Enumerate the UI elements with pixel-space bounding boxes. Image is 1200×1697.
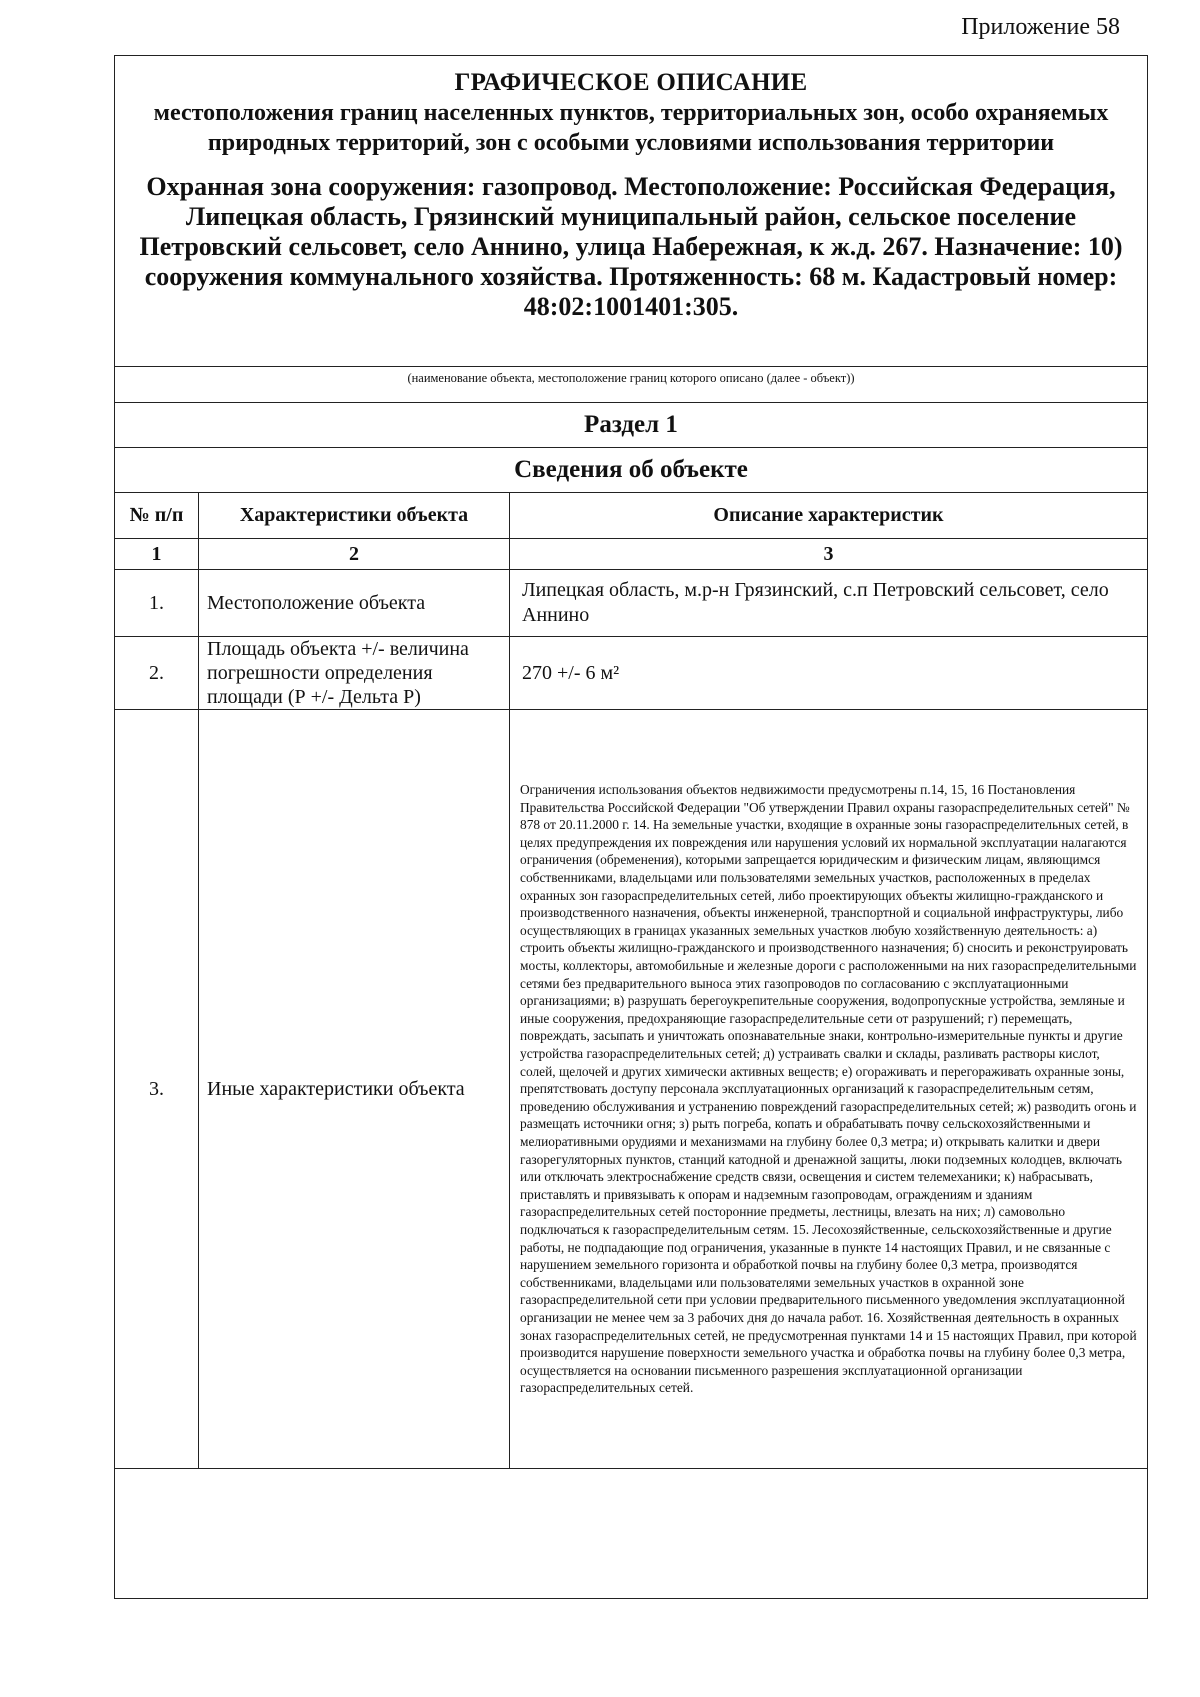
- object-caption: (наименование объекта, местоположение границ которого описано (далее - объект)): [115, 366, 1147, 397]
- section-subtitle-row: [115, 448, 1148, 493]
- object-info-table: [114, 402, 1148, 1469]
- section-title: Раздел 1: [115, 403, 1148, 448]
- table-row: [115, 637, 1148, 710]
- index-cell: 2: [199, 539, 510, 570]
- section-title-row: [115, 403, 1148, 448]
- row-characteristic: Площадь объекта +/- величина погрешности определения площади (Р +/- Дельта Р): [199, 637, 510, 710]
- row-description: Липецкая область, м.р-н Грязинский, с.п Петровский сельсовет, село Аннино: [510, 570, 1148, 637]
- row-number: 2.: [115, 637, 199, 710]
- table-row: [115, 570, 1148, 637]
- row-number: 1.: [115, 570, 199, 637]
- index-cell: 1: [115, 539, 199, 570]
- object-name: Охранная зона сооружения: газопровод. Местоположение: Российская Федерация, Липецкая область, Грязинский муниципальный район, сельское поселение Петровский сельсовет, село Аннино, улица Набережная, к ж.д. 267. Назначение: 10) сооружения коммунального хозяйства. Протяженность: 68 м. Кадастровый номер: 48:02:1001401:305.: [139, 172, 1123, 321]
- row-description: 270 +/- 6 м²: [510, 637, 1148, 710]
- header-description: Описание характеристик: [510, 493, 1148, 539]
- section-subtitle: Сведения об объекте: [115, 448, 1148, 493]
- header-number: № п/п: [115, 493, 199, 539]
- row-number: 3.: [115, 710, 199, 1469]
- appendix-label: Приложение 58: [961, 14, 1120, 40]
- row-characteristic: Иные характеристики объекта: [199, 710, 510, 1469]
- header-characteristic: Характеристики объекта: [199, 493, 510, 539]
- index-cell: 3: [510, 539, 1148, 570]
- table-index-row: [115, 539, 1148, 570]
- document-frame: [114, 55, 1148, 1599]
- table-header-row: [115, 493, 1148, 539]
- document-title: ГРАФИЧЕСКОЕ ОПИСАНИЕ: [454, 69, 808, 96]
- title-block: [115, 56, 1147, 322]
- table-row: [115, 710, 1148, 1469]
- row-description: Ограничения использования объектов недвижимости предусмотрены п.14, 15, 16 Постановления Правительства Российской Федерации "Об утверждении Правил охраны газораспределительных сетей" № 878 от 20.11.2000 г. 14. На земельные участки, входящие в охранные зоны газораспределительных сетей, в целях предупреждения их повреждения или нарушения условий их нормальной эксплуатации налагаются ограничения (обременения), которыми запрещается юридическим и физическим лицам, являющимся собственниками, владельцами или пользователями земельных участков, расположенных в пределах охранных зон газораспределительных сетей, либо проектирующих объекты жилищно-гражданского и производственного назначения, объекты инженерной, транспортной и социальной инфраструктуры, либо осуществляющих в границах указанных земельных участков любую хозяйственную деятельность: а) строить объекты жилищно-гражданского и производственного назначения; б) сносить и реконструировать мосты, коллекторы, автомобильные и железные дороги с расположенными на них газораспределительными сетями без предварительного выноса этих газопроводов по согласованию с эксплуатационными организациями; в) разрушать берегоукрепительные сооружения, водопропускные устройства, земляные и иные сооружения, предохраняющие газораспределительные сети от разрушений; г) перемещать, повреждать, засыпать и уничтожать опознавательные знаки, контрольно-измерительные пункты и другие устройства газораспределительных сетей; д) устраивать свалки и склады, разливать растворы кислот, солей, щелочей и других химически активных веществ; е) огораживать и перегораживать охранные зоны, препятствовать доступу персонала эксплуатационных организаций к газораспределительным сетям, проведению обслуживания и устранению повреждений газораспределительных сетей; ж) разводить огонь и размещать источники огня; з) рыть погреба, копать и обрабатывать почву сельскохозяйственными и мелиоративными орудиями и механизмами на глубину более 0,3 метра; и) открывать калитки и двери газорегуляторных пунктов, станций катодной и дренажной защиты, люки подземных колодцев, включать или отключать электроснабжение средств связи, освещения и систем телемеханики; к) набрасывать, приставлять и привязывать к опорам и надземным газопроводам, ограждениям и зданиям газораспределительных сетей посторонние предметы, лестницы, влезать на них; л) самовольно подключаться к газораспределительным сетям. 15. Лесохозяйственные, сельскохозяйственные и другие работы, не подпадающие под ограничения, указанные в пункте 14 настоящих Правил, и не связанные с нарушением земельного горизонта и обработкой почвы на глубину более 0,3 метра, производятся собственниками, владельцами или пользователями земельных участков в охранной зоне газораспределительной сети при условии предварительного письменного уведомления эксплуатационной организации не менее чем за 3 рабочих дня до начала работ. 16. Хозяйственная деятельность в охранных зонах газораспределительных сетей, не предусмотренная пунктами 14 и 15 настоящих Правил, при которой производится нарушение поверхности земельного участка и обработка почвы на глубину более 0,3 метра, осуществляется на основании письменного разрешения эксплуатационной организации газораспределительных сетей.: [510, 710, 1148, 1469]
- row-characteristic: Местоположение объекта: [199, 570, 510, 637]
- document-subtitle: местоположения границ населенных пунктов, территориальных зон, особо охраняемых природных территорий, зон с особыми условиями использования территории: [153, 100, 1109, 156]
